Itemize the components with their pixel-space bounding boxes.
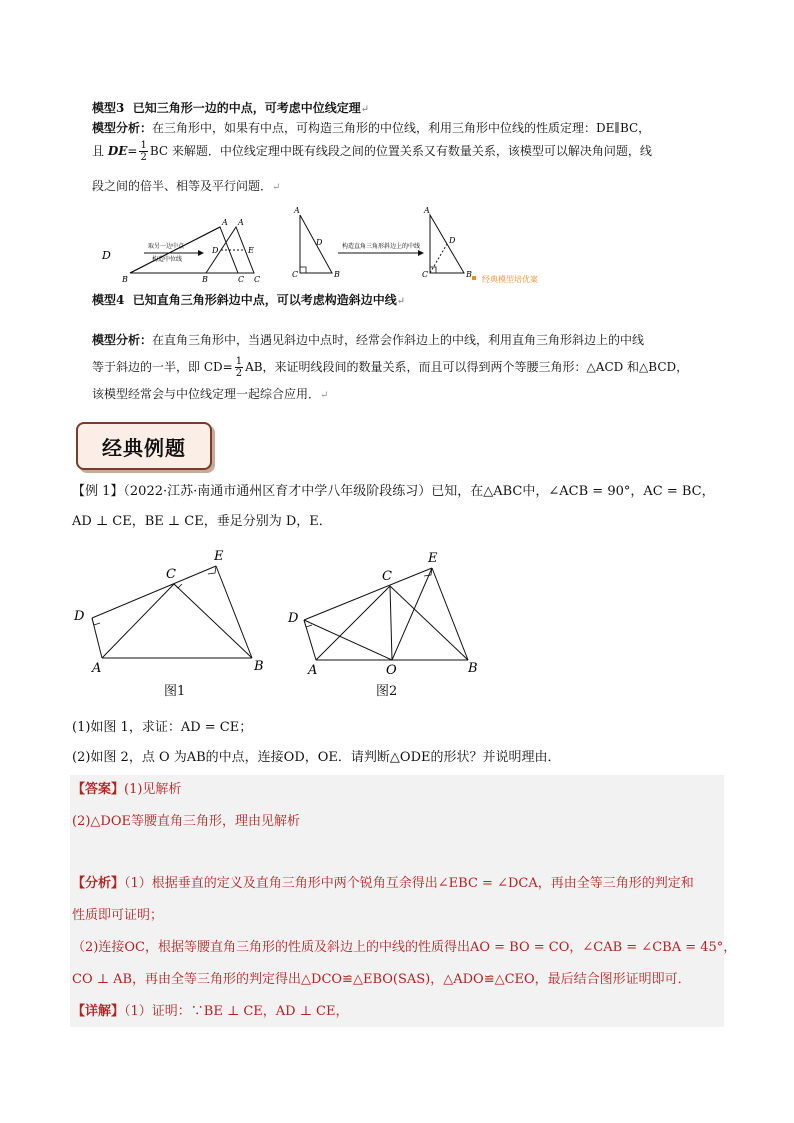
svg-text:D: D <box>74 609 85 624</box>
svg-text:O: O <box>386 663 397 678</box>
svg-text:C: C <box>254 275 261 284</box>
svg-text:A: A <box>424 206 430 215</box>
svg-text:A: A <box>222 218 228 227</box>
svg-text:构造直角三角形斜边上的中线: 构造直角三角形斜边上的中线 <box>342 243 421 250</box>
svg-text:E: E <box>428 551 438 566</box>
svg-text:B: B <box>254 659 264 674</box>
svg-text:D: D <box>316 238 323 247</box>
example-line2: AD ⊥ CE，BE ⊥ CE，垂足分别为 D，E． <box>72 514 332 529</box>
svg-text:B: B <box>468 661 478 676</box>
section-title: 经典例题 <box>102 435 186 460</box>
model4-analysis-line3: 该模型经常会与中位线定理一起综合应用．↵ <box>92 387 329 401</box>
svg-text:D: D <box>288 611 299 626</box>
question-1: (1)如图 1，求证：AD = CE； <box>72 720 253 735</box>
svg-text:取另一边中点: 取另一边中点 <box>148 243 185 250</box>
model3-title: 模型3 已知三角形一边的中点，可考虑中位线定理↵ <box>92 101 370 115</box>
model3-analysis-line3: 段之间的倍半、相等及平行问题．↵ <box>92 179 281 193</box>
svg-text:B: B <box>466 270 472 279</box>
svg-text:E: E <box>248 246 254 255</box>
svg-text:C: C <box>292 270 299 279</box>
model4-right-triangle-2 <box>422 206 472 279</box>
svg-text:C: C <box>422 270 429 279</box>
svg-text:E: E <box>214 549 224 564</box>
model3-analysis-line2: 且 DE= $\frac{1}{2}$ BC 来解题．中位线定理中既有线段之间的位置关系又有数量关系，该模型可以解决角问题，线 <box>92 140 652 163</box>
svg-text:A: A <box>294 206 300 215</box>
svg-text:B: B <box>202 275 208 284</box>
model4-arrow-2 <box>338 242 424 256</box>
answer-line1: 【答案】(1)见解析 <box>72 782 182 797</box>
svg-text:D: D <box>449 236 456 245</box>
analysis-line4: CO ⊥ AB，再由全等三角形的判定得出△DCO≌△EBO(SAS)，△ADO≌△CEO，最后结合图形证明即可． <box>72 972 691 987</box>
figure-2 <box>287 551 478 678</box>
figure-1 <box>73 549 264 676</box>
model4-right-triangle-1 <box>292 206 340 279</box>
answer-line2: (2)△DOE等腰直角三角形，理由见解析 <box>72 814 300 829</box>
model3-triangle-1 <box>101 218 244 284</box>
model3-arrow-1 <box>144 242 204 263</box>
question-2: (2)如图 2，点 O 为AB的中点，连接OD，OE．请判断△ODE的形状？并说明理由． <box>72 750 561 765</box>
section-title-box <box>76 422 212 470</box>
svg-text:构造中位线: 构造中位线 <box>152 256 183 263</box>
svg-text:B: B <box>122 275 128 284</box>
model4-analysis-line1: 模型分析：在直角三角形中，当遇见斜边中点时，经常会作斜边上的中线，利用直角三角形斜边上的中线 <box>92 333 645 347</box>
analysis-line1: 【分析】（1）根据垂直的定义及直角三角形中两个锐角互余得出∠EBC = ∠DCA，再由全等三角形的判定和 <box>72 876 694 891</box>
svg-text:C: C <box>238 275 245 284</box>
svg-text:C: C <box>166 567 176 582</box>
figure-2-caption: 图2 <box>376 684 398 699</box>
svg-text:D: D <box>102 249 111 262</box>
svg-text:D: D <box>212 246 219 255</box>
watermark <box>472 274 538 284</box>
svg-text:A: A <box>238 218 244 227</box>
model4-analysis-line2: 等于斜边的一半，即 CD= $\frac{1}{2}$ AB，来证明线段间的数量关系，而且可以得到两个等腰三角形：△ACD 和△BCD， <box>92 356 689 379</box>
example-figures <box>70 548 490 698</box>
model3-figures <box>88 205 588 285</box>
model4-title: 模型4 已知直角三角形斜边中点，可以考虑构造斜边中线↵ <box>92 293 406 307</box>
analysis-line3: （2)连接OC，根据等腰直角三角形的性质及斜边上的中线的性质得出AO = BO = CO，∠CAB = ∠CBA = 45°， <box>72 940 737 955</box>
svg-text:C: C <box>382 569 392 584</box>
svg-text:A: A <box>308 663 318 678</box>
figure-1-caption: 图1 <box>164 684 186 699</box>
model3-triangle-2 <box>201 218 260 284</box>
analysis-line2: 性质即可证明； <box>72 908 164 923</box>
svg-text:经典模型培优案: 经典模型培优案 <box>482 275 538 284</box>
svg-text:A: A <box>92 661 102 676</box>
svg-text:B: B <box>334 270 340 279</box>
example-line1: 【例 1】（2022·江苏·南通市通州区育才中学八年级阶段练习）已知，在△ABC中，∠ACB = 90°，AC = BC， <box>72 484 715 499</box>
detail-line: 【详解】（1）证明：∵BE ⊥ CE，AD ⊥ CE， <box>72 1004 349 1019</box>
model3-analysis-line1: 模型分析：在三角形中，如果有中点，可构造三角形的中位线，利用三角形中位线的性质定理：DE∥BC， <box>92 121 651 135</box>
